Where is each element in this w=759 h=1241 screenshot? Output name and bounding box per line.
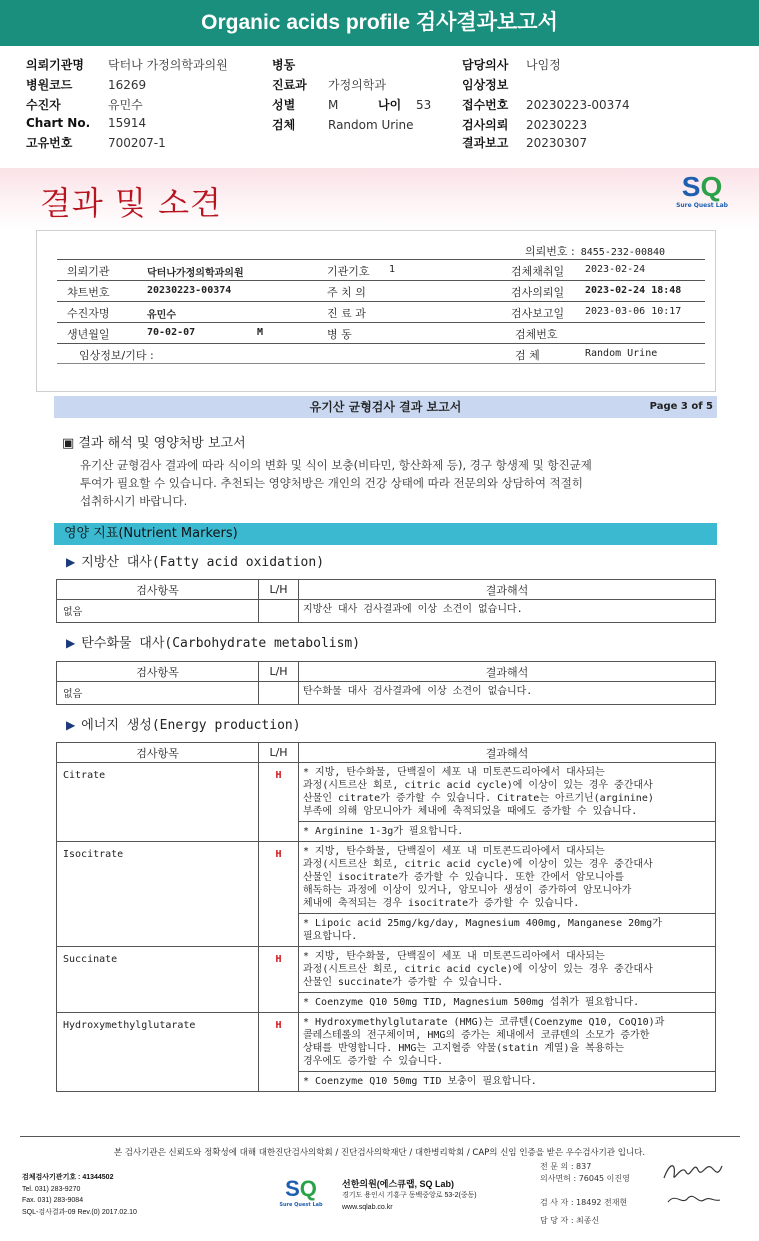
patient-info-box xyxy=(36,230,716,392)
col-interp: 결과해석 xyxy=(299,580,716,600)
col-lh: L/H xyxy=(259,743,299,763)
energy-table xyxy=(56,742,716,1092)
header-info xyxy=(0,54,759,154)
clinical-field: 임상정보 xyxy=(462,78,509,92)
pb-specimen-no-label: 검체번호 xyxy=(515,328,558,341)
supplement-row: * Coenzyme Q10 50mg TID 보충이 필요합니다. xyxy=(57,1072,716,1092)
table-row: Isocitrate H * 지방, 탄수화물, 단백질이 세포 내 미토콘드리아에서 대사되는 과정(시트르산 회로, citric acid cycle)에 이상이 있는 경우 중간대사 산물인 isocitrate가 증가할 수 있습니다. 또한 간에서 암모니아를 해독하는 과정에 이상이 있거나, 암모니아 생성이 증가하여 암모니아가 체내에 축적되는 경우 isocitrate가 증가할 수 있습니다. xyxy=(57,842,716,914)
pb-collect-date: 2023-02-24 xyxy=(585,264,646,275)
pb-specimen: Random Urine xyxy=(585,348,658,359)
pb-inst-code: 1 xyxy=(389,264,396,275)
sq-lab-logo: SQ Sure Quest Lab xyxy=(676,171,728,209)
pb-patient-label: 수진자명 xyxy=(67,307,110,320)
section-title: 유기산 균형검사 결과 보고서 xyxy=(309,400,462,414)
signature-image xyxy=(664,1188,724,1210)
footer-divider xyxy=(20,1136,740,1137)
table-row: 없음 지방산 대사 검사결과에 이상 소견이 없습니다. xyxy=(57,600,716,623)
pb-patient: 유민수 xyxy=(147,310,176,321)
table-row: 없음 탄수화물 대사 검사결과에 이상 소견이 없습니다. xyxy=(57,682,716,705)
dept-field: 진료과 가정의학과 xyxy=(272,78,386,92)
report-date-field: 결과보고 20230307 xyxy=(462,136,588,150)
nutrient-markers-bar: 영양 지표(Nutrient Markers) xyxy=(54,523,717,545)
pb-birth-label: 생년월일 xyxy=(67,328,110,341)
pb-collect-date-label: 검체채취일 xyxy=(511,265,565,278)
triangle-bullet-icon: ▶ xyxy=(66,636,76,650)
col-item: 검사항목 xyxy=(57,743,259,763)
table-row: Hydroxymethylglutarate H * Hydroxymethylglutarate (HMG)는 코큐텐(Coenzyme Q10, CoQ10)과 콜레스테롤의 전구체이며, HMG의 증가는 체내에서 코큐텐의 소모가 증가한 상태를 반영합니다. HMG는 고지혈증 약물(statin 계열)을 복용하는 경우에도 증가할 수 있습니다. xyxy=(57,1013,716,1072)
col-lh: L/H xyxy=(259,580,299,600)
footer-sq-logo: SQ Sure Quest Lab xyxy=(279,1176,323,1208)
pb-birth: 70-02-07 xyxy=(147,327,196,338)
carb-table xyxy=(56,661,716,705)
doctor-field: 담당의사 나임정 xyxy=(462,58,561,72)
pb-request-date: 2023-02-24 18:48 xyxy=(585,285,682,296)
pb-report-date-label: 검사보고일 xyxy=(511,307,565,320)
fatty-acid-heading: ▶ 지방산 대사(Fatty acid oxidation) xyxy=(66,555,325,570)
carb-heading: ▶ 탄수화물 대사(Carbohydrate metabolism) xyxy=(66,636,361,651)
pb-inst-code-label: 기관기호 xyxy=(327,265,370,278)
pb-requester: 닥터나가정의학과의원 xyxy=(147,268,244,279)
pb-chart: 20230223-00374 xyxy=(147,285,232,296)
col-interp: 결과해석 xyxy=(299,662,716,682)
result-title: 결과 및 소견 xyxy=(40,184,222,222)
pb-physician-label: 주 치 의 xyxy=(327,286,366,299)
energy-heading: ▶ 에너지 생성(Energy production) xyxy=(66,718,301,733)
footer-lab-info: 선한의원(에스큐랩, SQ Lab) 경기도 용인시 기흥구 동백중앙로 53-2(중동) www.sqlab.co.kr xyxy=(342,1179,477,1211)
specimen-field: 검체 Random Urine xyxy=(272,118,414,132)
footer-contact: 검체검사기관기호 : 41344502 Tel. 031) 283-9270 Fax. 031) 283-9084 SQL-검사결과-09 Rev.(0) 2017.02.10 xyxy=(22,1174,137,1216)
pb-specimen-label: 검 체 xyxy=(515,349,540,362)
col-item: 검사항목 xyxy=(57,662,259,682)
sex-field: 성별 M 나이 53 xyxy=(272,98,432,112)
col-lh: L/H xyxy=(259,662,299,682)
table-row: Succinate H * 지방, 탄수화물, 단백질이 세포 내 미토콘드리아에서 대사되는 과정(시트르산 회로, citric acid cycle)에 이상이 있는 경우 중간대사 산물인 succinate가 증가할 수 있습니다. xyxy=(57,947,716,993)
ward-field: 병동 xyxy=(272,58,296,72)
table-row: Citrate H * 지방, 탄수화물, 단백질이 세포 내 미토콘드리아에서 대사되는 과정(시트르산 회로, citric acid cycle)에 이상이 있는 경우 중간대사 산물인 citrate가 증가할 수 있습니다. Citrate는 아르기닌(arginine) 부족에 의해 암모니아가 체내에 축적되었을 때에도 증가할 수 있습니다. xyxy=(57,763,716,822)
footer-signers: 전 문 의 : 837 의사면허 : 76045 이진영 검 사 자 : 18492 전재현 담 당 자 : 최종신 xyxy=(540,1162,630,1225)
pb-chart-label: 챠트번호 xyxy=(67,286,110,299)
interp-body: 유기산 균형검사 결과에 따라 식이의 변화 및 식이 보충(비타민, 항산화제 등), 경구 항생제 및 항진균제 투여가 필요할 수 있습니다. 추천되는 영양처방은 개인의 건강 상태에 따라 전문의와 상담하여 적절히 섭취하시기 바랍니다. xyxy=(80,458,592,508)
pb-ward-label: 병 동 xyxy=(327,328,352,341)
request-date-field: 검사의뢰 20230223 xyxy=(462,118,588,132)
patient-field: 수진자 유민수 xyxy=(26,98,143,112)
supplement-row: * Arginine 1-3g가 필요합니다. xyxy=(57,822,716,842)
interp-heading: ▣ 결과 해석 및 영양처방 보고서 xyxy=(62,436,246,451)
chart-field: Chart No. 15914 xyxy=(26,116,147,130)
col-item: 검사항목 xyxy=(57,580,259,600)
pb-sex: M xyxy=(257,327,264,338)
pb-dept-label: 진 료 과 xyxy=(327,307,366,320)
supplement-row: * Lipoic acid 25mg/kg/day, Magnesium 400mg, Manganese 20mg가 필요합니다. xyxy=(57,914,716,947)
section-title-bar xyxy=(54,396,717,418)
col-interp: 결과해석 xyxy=(299,743,716,763)
certification-text: 본 검사기관은 신뢰도와 정확성에 대해 대한진단검사의학회 / 진단검사의학재단 / 대한병리학회 / CAP의 신임 인증을 받은 우수검사기관 입니다. xyxy=(113,1148,646,1158)
pb-report-date: 2023-03-06 10:17 xyxy=(585,306,682,317)
receipt-field: 접수번호 20230223-00374 xyxy=(462,98,630,112)
report-title-banner: Organic acids profile 검사결과보고서 xyxy=(0,0,759,46)
requester-field: 의뢰기관명 닥터나 가정의학과의원 xyxy=(26,58,228,72)
triangle-bullet-icon: ▶ xyxy=(66,555,76,569)
uid-field: 고유번호 700207-1 xyxy=(26,136,166,150)
page-number: Page 3 of 5 xyxy=(649,401,713,412)
supplement-row: * Coenzyme Q10 50mg TID, Magnesium 500mg 섭취가 필요합니다. xyxy=(57,993,716,1013)
pb-request-date-label: 검사의뢰일 xyxy=(511,286,565,299)
request-number: 의뢰번호 : 8455-232-00840 xyxy=(525,245,666,258)
hospital-code-field: 병원코드 16269 xyxy=(26,78,147,92)
signature-image xyxy=(660,1156,724,1186)
pb-clinical-label: 임상정보/기타 : xyxy=(79,349,154,362)
fatty-acid-table xyxy=(56,579,716,623)
triangle-bullet-icon: ▶ xyxy=(66,718,76,732)
pb-requester-label: 의뢰기관 xyxy=(67,265,110,278)
